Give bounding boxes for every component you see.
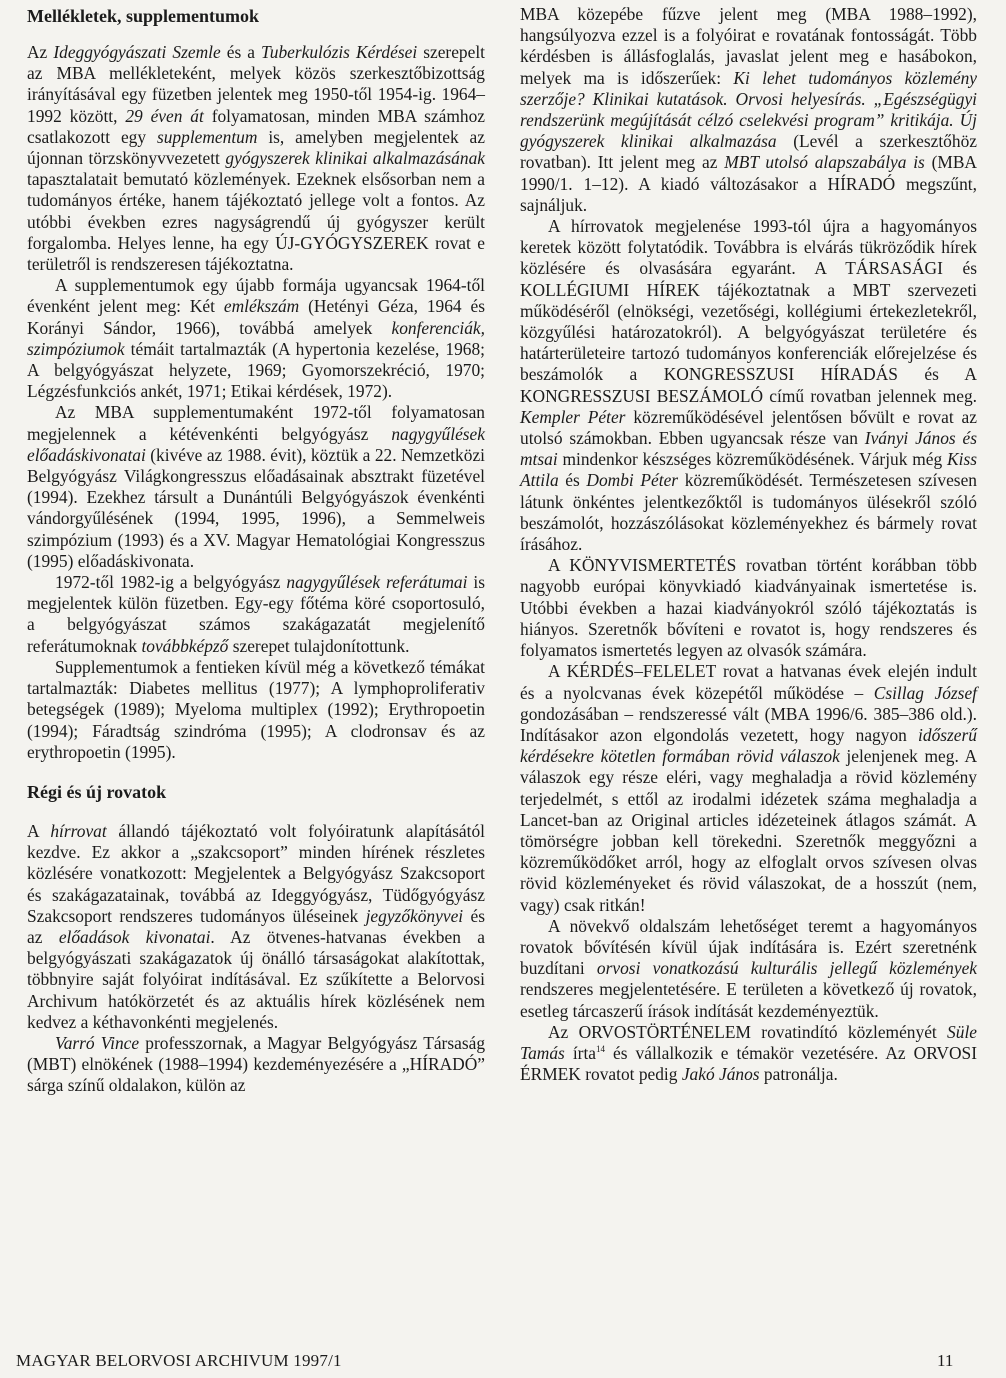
paragraph: 1972-től 1982-ig a belgyógyász nagygyűlések referátumai is megjelentek külön füzetben. Egy-egy főtéma köré csoportosuló, a belgyógyászat számos szakágazatát megjelenítő referátumoknak továbbképző szerepet tulajdonítottunk.	[27, 572, 485, 656]
paragraph: A hírrovat állandó tájékoztató volt folyóiratunk alapításától kezdve. Ez akkor a „szakcsoport” minden hírének részletes közlésére vonatkozott: Megjelentek a Belgyógyász Szakcsoport és szakágazatainak, továbbá az Ideggyógyász, Tüdőgyógyász Szakcsoport rendszeres tudományos üléseinek jegyzőkönyvei és az előadások kivonatai. Az ötvenes-hatvanas években a belgyógyászati szakágazatok új önálló társaságokat alakítottak, többnyire saját folyóirat indításával. Ez szűkítette a Belorvosi Archivum hatókörzetét és az aktuális hírek közlésének nem kedvez a kéthavonkénti megjelenés.	[27, 820, 485, 1032]
paragraph: Az ORVOSTÖRTÉNELEM rovatindító közleményét Süle Tamás írta$^{14}$ és vállalkozik e témakör vezetésére. Az ORVOSI ÉRMEK rovatot pedig Jakó János patronálja.	[520, 1021, 977, 1085]
paragraph: A növekvő oldalszám lehetőséget teremt a hagyományos rovatok bővítésén kívül újak indítására is. Ezért szeretnénk buzdítani orvosi vonatkozású kulturális jellegű közlemények rendszeres megjelentetésére. E területen a következő új rovatok, esetleg tárcaszerű írások indítását kezdeményeztük.	[520, 915, 978, 1021]
paragraph: A supplementumok egy újabb formája ugyancsak 1964-től évenként jelent meg: Két emlékszám (Hetényi Géza, 1964 és Korányi Sándor, 1966), továbbá amelyek konferenciák, szimpóziumok témáit tartalmazták (A hypertonia kezelése, 1968; A belgyógyászat helyzete, 1969; Gyomorszekréció, 1970; Légzésfunkciós ankét, 1971; Etikai kérdések, 1972).	[27, 275, 485, 402]
paragraph: A KÉRDÉS–FELELET rovat a hatvanas évek elején indult és a nyolcvanas évek közepétől működése – Csillag József gondozásában – rendszeressé vált (MBA 1996/6. 385–386 old.). Indításakor azon elgondolás vezetett, hogy nagyon időszerű kérdésekre kötetlen formában rövid válaszok jelenjenek meg. A válaszok egy része eléri, vagy meghaladja a rövid közlemény terjedelmét, s ettől az irodalmi idézetek száma meghaladja a Lancet-ban az Original articles idézeteinek átlagos számát. A tömörségre jobban kell törekedni. Szeretnők meggyőzni a közreműködőket arról, hogy az elfoglalt orvos szívesen olvas rövid közleményeket és rövid válaszokat, de a hosszút (nem, vagy) csak ritkán!	[520, 661, 978, 915]
paragraph: Supplementumok a fentieken kívül még a következő témákat tartalmazták: Diabetes mellitus (1977); A lymphoproliferativ betegségek (1989); Myeloma multiplex (1992); Erythropoetin (1994); Fáradtság szindróma (1995); A clodronsav és az erythropoetin (1995).	[27, 656, 485, 762]
paragraph: Az Ideggyógyászati Szemle és a Tuberkulózis Kérdései szerepelt az MBA mellékleteként, melyek közös szerkesztőbizottság irányításával egy füzetben jelentek meg 1950-től 1954-ig. 1964–1992 között, 29 éven át folyamatosan, minden MBA számhoz csatlakozott egy supplementum is, amelyben megjelentek az újonnan törzskönyvvezetett gyógyszerek klinikai alkalmazásának tapasztalatait bemutató közlemények. Ezeknek elsősorban nem a tudományos értéke, hanem tájékoztató jellege volt a fontos. Az utóbbi években ezres nagyságrendű új gyógyszer került forgalomba. Helyes lenne, ha egy ÚJ-GYÓGYSZEREK rovat e területről is rendszeresen tájékoztatna.	[27, 42, 486, 275]
paragraph: A hírrovatok megjelenése 1993-tól újra a hagyományos keretek között folytatódik. Továbbra is elvárás tükröződik hírek közlésére és olvasására egyaránt. A TÁRSASÁGI és KOLLÉGIUMI HÍREK tájékoztatnak a MBT szervezeti működéséről (elnökségi, vezetőségi, kollégiumi értekezletekről, közgyűlési határozatokról). A belgyógyászat területére és határterületeire tartozó tudományos konferenciák előrejelzése és beszámolók a KONGRESSZUSI HÍRADÁS és A KONGRESSZUSI BESZÁMOLÓ című rovatban jelennek meg. Kempler Péter közreműködésével jelentősen bővült e rovat az utolsó számokban. Ebben ugyancsak része van Iványi János és mtsai mindenkor készséges közreműködésének. Várjuk még Kiss Attila és Dombi Péter közreműködését. Természetesen szívesen látunk önkéntes jelentkezőktől is tudományos ülésekről szóló beszámolót, hozzászólásokat közleményekhez és bármely rovat írásához.	[520, 216, 977, 555]
paragraph: A KÖNYVISMERTETÉS rovatban történt korábban több nagyobb európai könyvkiadó kiadványainak ismertetése is. Utóbbi években a hazai kiadványokról szóló tájékoztatás is hiányos. Szeretnők bővíteni e rovatot is, hogy rendszeres és folyamatos ismertetés legyen az olvasók számára.	[520, 555, 977, 661]
left-column	[27, 0, 485, 1097]
section-heading-supplements: Mellékletek, supplementumok	[27, 6, 259, 26]
paragraph: MBA közepébe fűzve jelent meg (MBA 1988–1992), hangsúlyozva ezzel is a folyóirat e rovatának fontosságát. Több kérdésben is állásfoglalás, javaslat jelent meg e hasábokon, melyek ma is időszerűek: Ki lehet tudományos közlemény szerzője? Klinikai kutatások. Orvosi helyesírás. „Egészségügyi rendszerünk megújítását célzó cselekvési program” kritikája. Új gyógyszerek klinikai alkalmazása (Levél a szerkesztőhöz rovatban). Itt jelent meg az MBT utolsó alapszabálya is (MBA 1990/1. 1–12). A kiadó változásakor a HÍRADÓ megszűnt, sajnáljuk.	[520, 4, 977, 215]
footnote-reference: 14	[596, 1044, 605, 1055]
section-heading-columns: Régi és új rovatok	[27, 781, 167, 802]
paragraph: Az MBA supplementumaként 1972-től folyamatosan megjelennek a kétévenkénti belgyógyász nagygyűlések előadáskivonatai (kivéve az 1988. évit), köztük a 22. Nemzetközi Belgyógyász Világkongresszus előadásainak absztrakt füzetével (1994). Ezekhez társult a Dunántúli Belgyógyászok évenkénti vándorgyűlésének (1994, 1995, 1996), a Semmelweis szimpózium (1993) és a XV. Magyar Hematológiai Kongresszus (1995) előadáskivonata.	[27, 402, 485, 571]
journal-footer: MAGYAR BELORVOSI ARCHIVUM 1997/1	[16, 1351, 342, 1370]
right-column	[520, 4, 977, 1085]
page-number: 11	[937, 1351, 954, 1370]
paragraph: Varró Vince professzornak, a Magyar Belgyógyász Társaság (MBT) elnökének (1988–1994) kezdeményezésére a „HÍRADÓ” sárga színű oldalakon, külön az	[27, 1032, 486, 1096]
